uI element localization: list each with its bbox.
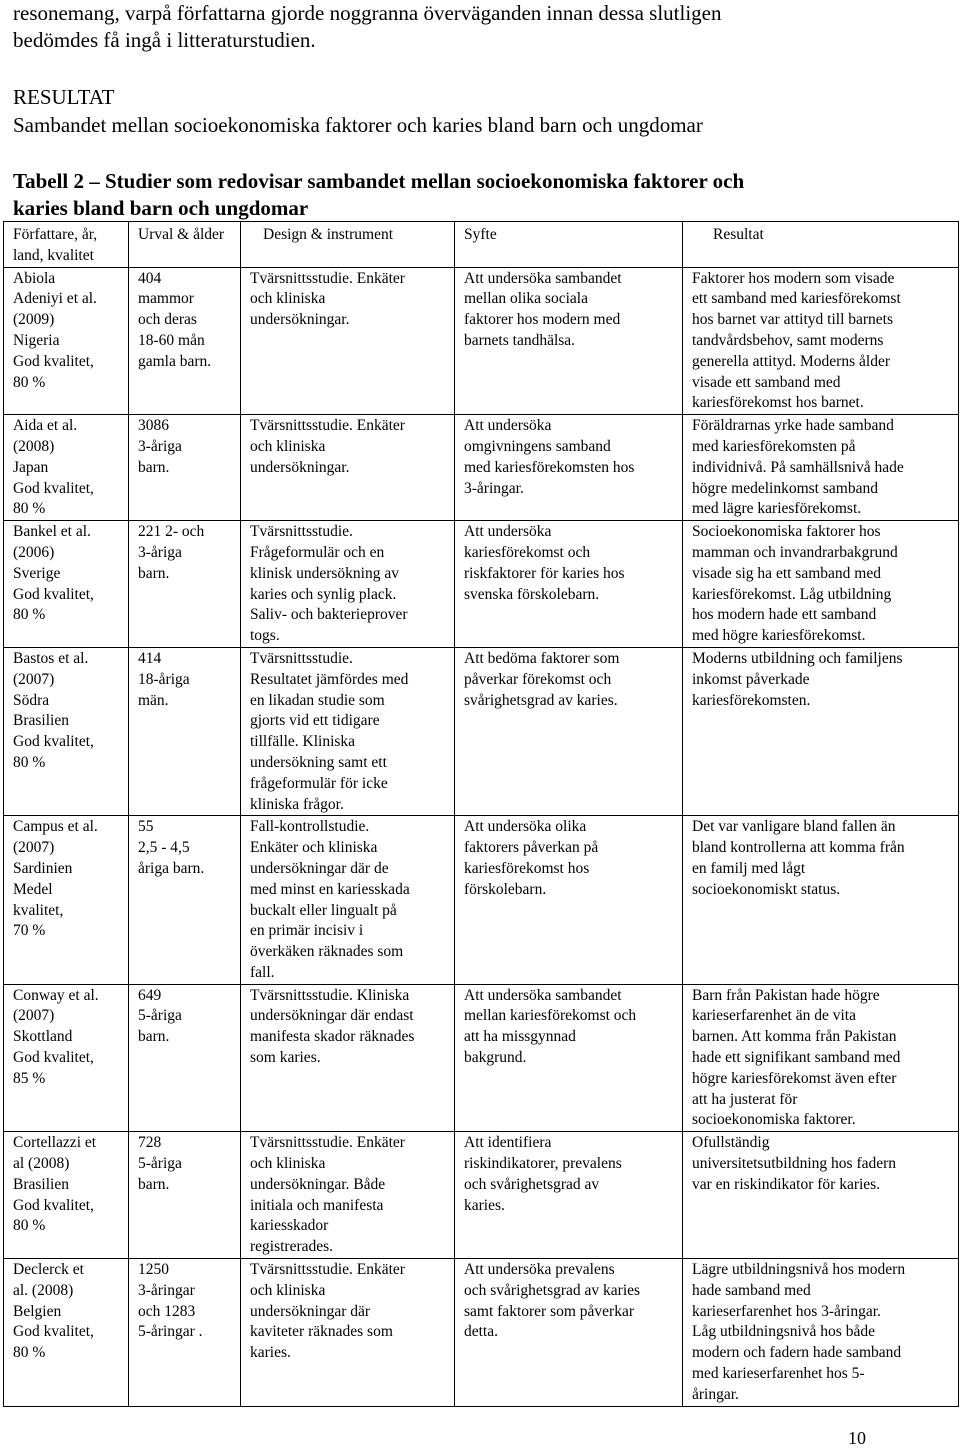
- table-caption-line-1: Tabell 2 – Studier som redovisar sambandet mellan socioekonomiska faktorer och: [13, 169, 745, 193]
- table-row: [4, 1259, 959, 1407]
- cell-result: Moderns utbildning och familjens inkomst påverkade kariesförekomsten.: [683, 647, 959, 815]
- section-title: RESULTAT: [13, 85, 115, 109]
- cell-design: Tvärsnittsstudie. Enkäter och kliniska undersökningar där kaviteter räknades som karies.: [241, 1259, 455, 1407]
- table-row: [4, 415, 959, 521]
- table-row: [4, 816, 959, 984]
- studies-table: [3, 221, 959, 1407]
- cell-sample: 1250 3-åringar och 1283 5-åringar .: [129, 1259, 241, 1407]
- section-heading: [13, 84, 703, 137]
- cell-design: Tvärsnittsstudie. Enkäter och kliniska undersökningar. Både initiala och manifesta kariesskador registrerades.: [241, 1132, 455, 1259]
- table-row: [4, 1132, 959, 1259]
- cell-sample: 55 2,5 - 4,5 åriga barn.: [129, 816, 241, 984]
- cell-aim: Att undersöka omgivningens samband med kariesförekomsten hos 3-åringar.: [455, 415, 683, 521]
- cell-result: Barn från Pakistan hade högre karieserfarenhet än de vita barnen. Att komma från Pakistan hade ett signifikant samband med högre kariesförekomst även efter att ha justerat för socioekonomiska faktorer.: [683, 984, 959, 1132]
- cell-sample: 728 5-åriga barn.: [129, 1132, 241, 1259]
- cell-author: Bankel et al. (2006) Sverige God kvalitet, 80 %: [4, 521, 129, 648]
- intro-line-1: resonemang, varpå författarna gjorde noggranna överväganden innan dessa slutligen: [13, 1, 722, 25]
- cell-author: Abiola Adeniyi et al. (2009) Nigeria God kvalitet, 80 %: [4, 267, 129, 415]
- table-row: [4, 647, 959, 815]
- cell-design: Tvärsnittsstudie. Kliniska undersökningar där endast manifesta skador räknades som karies.: [241, 984, 455, 1132]
- header-result: Resultat: [683, 222, 959, 268]
- cell-author: Declerck et al. (2008) Belgien God kvalitet, 80 %: [4, 1259, 129, 1407]
- cell-aim: Att undersöka sambandet mellan kariesförekomst och att ha missgynnad bakgrund.: [455, 984, 683, 1132]
- intro-line-2: bedömdes få ingå i litteraturstudien.: [13, 28, 316, 52]
- cell-sample: 414 18-åriga män.: [129, 647, 241, 815]
- cell-result: Det var vanligare bland fallen än bland kontrollerna att komma från en familj med lågt socioekonomiskt status.: [683, 816, 959, 984]
- cell-result: Föräldrarnas yrke hade samband med kariesförekomsten på individnivå. På samhällsnivå hade högre medelinkomst samband med lägre kariesförekomst.: [683, 415, 959, 521]
- cell-author: Cortellazzi et al (2008) Brasilien God kvalitet, 80 %: [4, 1132, 129, 1259]
- table-row: [4, 521, 959, 648]
- cell-design: Tvärsnittsstudie. Enkäter och kliniska undersökningar.: [241, 415, 455, 521]
- header-sample: Urval & ålder: [129, 222, 241, 268]
- table-row: [4, 984, 959, 1132]
- cell-aim: Att undersöka kariesförekomst och riskfaktorer för karies hos svenska förskolebarn.: [455, 521, 683, 648]
- cell-sample: 649 5-åriga barn.: [129, 984, 241, 1132]
- page-number: 10: [848, 1428, 866, 1448]
- table-caption-line-2: karies bland barn och ungdomar: [13, 196, 309, 220]
- cell-author: Conway et al. (2007) Skottland God kvalitet, 85 %: [4, 984, 129, 1132]
- cell-sample: 404 mammor och deras 18-60 mån gamla barn.: [129, 267, 241, 415]
- cell-aim: Att undersöka sambandet mellan olika sociala faktorer hos modern med barnets tandhälsa.: [455, 267, 683, 415]
- cell-aim: Att undersöka olika faktorers påverkan på kariesförekomst hos förskolebarn.: [455, 816, 683, 984]
- header-author: Författare, år, land, kvalitet: [4, 222, 129, 268]
- header-design: Design & instrument: [241, 222, 455, 268]
- cell-result: Faktorer hos modern som visade ett samband med kariesförekomst hos barnet var attityd till barnets tandvårdsbehov, samt moderns generella attityd. Moderns ålder visade ett samband med kariesförekomst hos barnet.: [683, 267, 959, 415]
- cell-design: Tvärsnittsstudie. Resultatet jämfördes med en likadan studie som gjorts vid ett tidigare tillfälle. Kliniska undersökning samt ett frågeformulär för icke kliniska frågor.: [241, 647, 455, 815]
- cell-aim: Att identifiera riskindikatorer, prevalens och svårighetsgrad av karies.: [455, 1132, 683, 1259]
- cell-sample: 3086 3-åriga barn.: [129, 415, 241, 521]
- cell-design: Fall-kontrollstudie. Enkäter och kliniska undersökningar där de med minst en kariesskada buckalt eller lingualt på en primär incisiv i överkäken räknades som fall.: [241, 816, 455, 984]
- table-header-row: [4, 222, 959, 268]
- cell-design: Tvärsnittsstudie. Frågeformulär och en klinisk undersökning av karies och synlig plack. Saliv- och bakterieprover togs.: [241, 521, 455, 648]
- cell-result: Lägre utbildningsnivå hos modern hade samband med karieserfarenhet hos 3-åringar. Låg utbildningsnivå hos både modern och fadern hade samband med karieserfarenhet hos 5- åringar.: [683, 1259, 959, 1407]
- cell-aim: Att bedöma faktorer som påverkar förekomst och svårighetsgrad av karies.: [455, 647, 683, 815]
- cell-author: Bastos et al. (2007) Södra Brasilien God kvalitet, 80 %: [4, 647, 129, 815]
- cell-design: Tvärsnittsstudie. Enkäter och kliniska undersökningar.: [241, 267, 455, 415]
- section-subtitle: Sambandet mellan socioekonomiska faktorer och karies bland barn och ungdomar: [13, 113, 703, 137]
- cell-sample: 221 2- och 3-åriga barn.: [129, 521, 241, 648]
- cell-aim: Att undersöka prevalens och svårighetsgrad av karies samt faktorer som påverkar detta.: [455, 1259, 683, 1407]
- table-row: [4, 267, 959, 415]
- cell-author: Aida et al. (2008) Japan God kvalitet, 80 %: [4, 415, 129, 521]
- cell-result: Socioekonomiska faktorer hos mamman och invandrarbakgrund visade sig ha ett samband med kariesförekomst. Låg utbildning hos modern hade ett samband med högre kariesförekomst.: [683, 521, 959, 648]
- header-aim: Syfte: [455, 222, 683, 268]
- cell-author: Campus et al. (2007) Sardinien Medel kvalitet, 70 %: [4, 816, 129, 984]
- cell-result: Ofullständig universitetsutbildning hos fadern var en riskindikator för karies.: [683, 1132, 959, 1259]
